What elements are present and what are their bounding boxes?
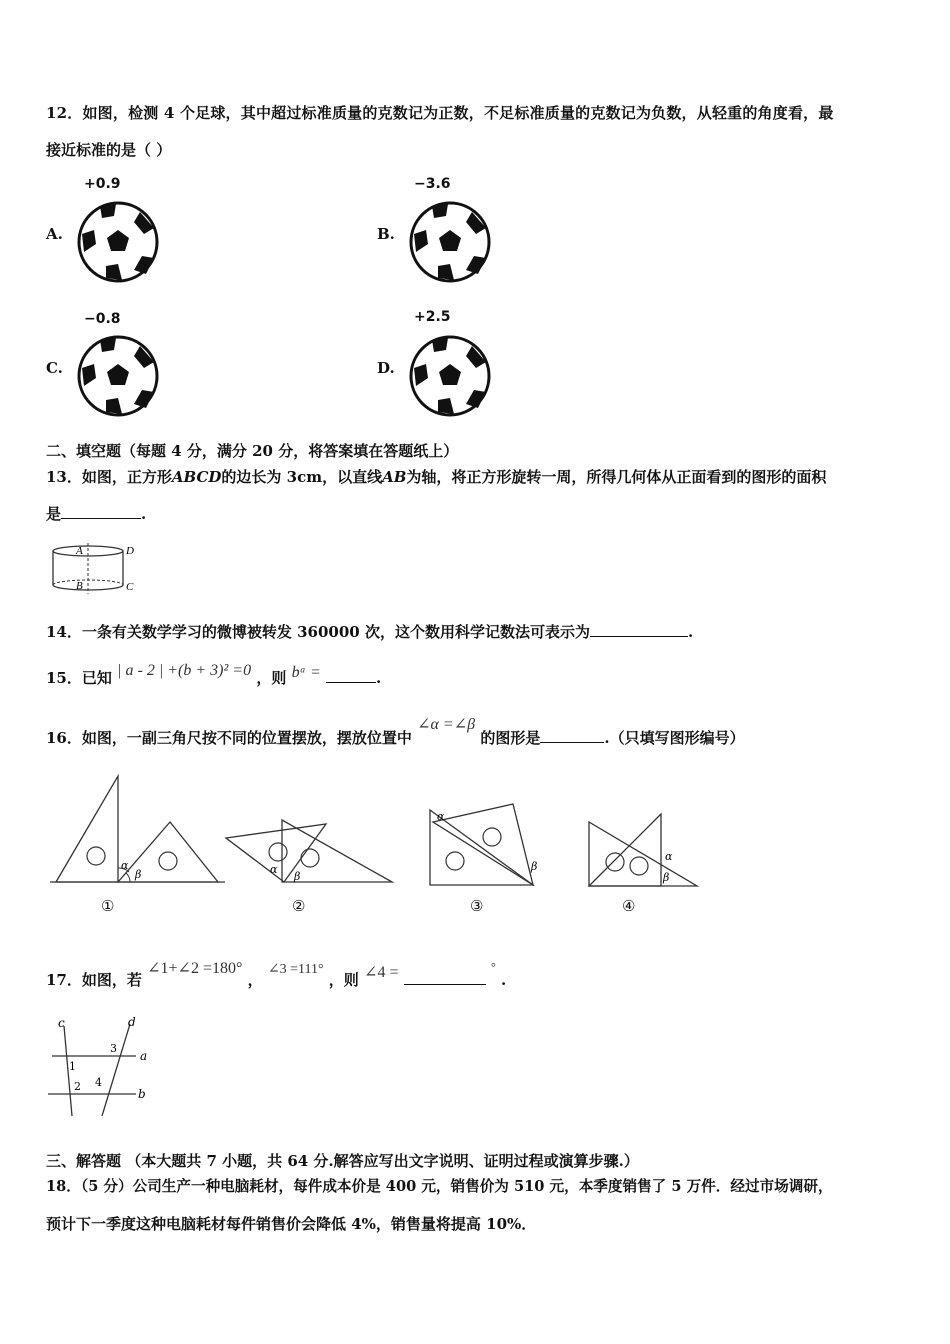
line-d-label: d: [128, 1015, 136, 1029]
soccer-ball-icon: [76, 334, 160, 418]
point-a-label: A: [76, 545, 83, 557]
q17-mid: ，则: [328, 971, 359, 989]
soccer-ball-icon: [408, 334, 492, 418]
answer-blank[interactable]: [404, 970, 486, 985]
option-d-value: +2.5: [414, 309, 451, 325]
q12-line2: 接近标准的是（ ）: [46, 141, 172, 159]
angle-1-label: 1: [69, 1060, 76, 1073]
point-c-label: C: [126, 581, 134, 593]
option-a-value: +0.9: [84, 176, 121, 192]
option-b-label: B.: [377, 225, 395, 243]
triangle-ruler-figure-2: [222, 812, 397, 887]
angle-4-label: 4: [95, 1076, 102, 1089]
section-2-heading: 二、填空题（每题 4 分，满分 20 分，将答案填在答题纸上）: [46, 442, 459, 460]
soccer-ball-icon: [76, 200, 160, 284]
angle-2-label: 2: [74, 1080, 81, 1093]
figure-3-label: ③: [470, 897, 484, 915]
q16-suffix2: .（只填写图形编号）: [604, 729, 745, 747]
q13-text-a: 13．如图，正方形: [46, 468, 172, 486]
line-a-label: a: [140, 1049, 148, 1063]
cylinder-figure: [48, 540, 148, 600]
alpha-label: α: [270, 863, 278, 876]
q17-comma: ，: [247, 971, 263, 989]
triangle-ruler-figure-1: [50, 770, 225, 890]
line-b-label: b: [138, 1087, 146, 1101]
q13-text-c: 为轴，将正方形旋转一周，所得几何体从正面看到的图形的面积: [406, 468, 827, 486]
q18-line2: 预计下一季度这种电脑耗材每件销售价会降低 4%，销售量将提高 10%．: [46, 1215, 537, 1233]
parallel-lines-figure: [44, 1012, 154, 1120]
beta-label: β: [135, 868, 142, 881]
q15-mid: ，则: [256, 669, 287, 687]
soccer-ball-icon: [408, 200, 492, 284]
section-3-heading: 三、解答题 （本大题共 7 小题，共 64 分.解答应写出文字说明、证明过程或演算步骤.）: [46, 1152, 639, 1170]
alpha-label: α: [121, 859, 129, 872]
answer-blank[interactable]: [540, 728, 604, 743]
q17-prefix: 17．如图，若: [46, 971, 142, 989]
triangle-ruler-figure-4: [585, 810, 705, 890]
answer-blank[interactable]: [590, 622, 688, 637]
q13-ab: AB: [382, 468, 407, 486]
q14-line: [46, 622, 693, 642]
q17-line: [46, 960, 507, 992]
answer-blank[interactable]: [61, 504, 141, 519]
q15-prefix: 15．已知: [46, 669, 112, 687]
q15-end: .: [375, 669, 382, 687]
q13-end: .: [141, 505, 147, 523]
q17-expr3: ∠4 =: [364, 964, 399, 981]
q16-line: [46, 716, 745, 749]
point-d-label: D: [126, 545, 134, 557]
option-c-value: −0.8: [84, 311, 121, 327]
figure-4-label: ④: [622, 897, 636, 915]
q17-expr1: ∠1+∠2 =180°: [147, 960, 243, 977]
q13-line1: [46, 467, 826, 487]
q14-text: 14．一条有关数学学习的微博被转发 360000 次，这个数用科学记数法可表示为: [46, 623, 590, 641]
q13-abcd: ABCD: [171, 468, 222, 486]
option-c-label: C.: [46, 359, 63, 377]
alpha-label: α: [437, 810, 445, 823]
option-a-label: A.: [46, 225, 63, 243]
figure-2-label: ②: [292, 897, 306, 915]
q15-power: bᵃ =: [291, 664, 321, 681]
alpha-label: α: [665, 850, 673, 863]
q13-text-b: 的边长为 3cm，以直线: [221, 468, 383, 486]
angle-3-label: 3: [110, 1042, 117, 1055]
figure-1-label: ①: [101, 897, 115, 915]
q16-expr: ∠α =∠β: [417, 716, 476, 733]
option-b-value: −3.6: [414, 176, 451, 192]
q17-end: .: [500, 971, 507, 989]
q17-expr2: ∠3 =111°: [267, 962, 324, 977]
line-c-label: c: [58, 1016, 65, 1030]
q18-line1: 18．（5 分）公司生产一种电脑耗材，每件成本价是 400 元，销售价为 510 元，本季度销售了 5 万件．经过市场调研，: [46, 1178, 833, 1195]
point-b-label: B: [76, 580, 83, 592]
q16-suffix1: 的图形是: [480, 729, 541, 747]
beta-label: β: [294, 870, 301, 883]
q16-prefix: 16．如图，一副三角尺按不同的位置摆放，摆放位置中: [46, 729, 412, 747]
beta-label: β: [663, 871, 670, 884]
q12-line1: 12．如图，检测 4 个足球，其中超过标准质量的克数记为正数，不足标准质量的克数记为负数，从轻重的角度看，最: [46, 104, 834, 122]
q17-degree: °: [490, 960, 496, 974]
triangle-ruler-figure-3: [425, 800, 550, 890]
beta-label: β: [531, 860, 538, 873]
option-d-label: D.: [377, 359, 395, 377]
q15-line: [46, 662, 382, 689]
q13-line2: [46, 504, 146, 524]
q13-text-d: 是: [46, 505, 62, 523]
answer-blank[interactable]: [326, 668, 376, 683]
q15-expr: | a - 2 | +(b + 3)² =0: [117, 662, 252, 679]
q14-end: .: [687, 623, 694, 641]
